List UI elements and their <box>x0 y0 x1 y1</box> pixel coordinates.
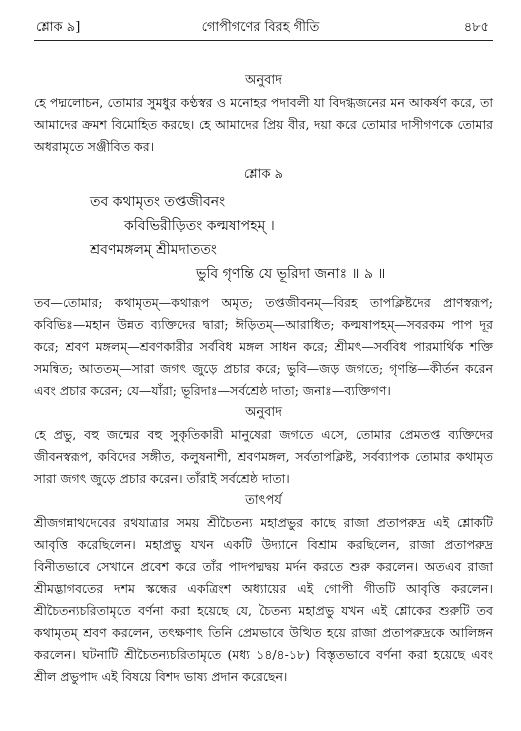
verse-line: শ্রবণমঙ্গলম্ শ্রীমদাততং <box>90 242 217 258</box>
translation-top-heading: অনুবাদ <box>245 73 282 88</box>
header-verse-ref: শ্লোক ৯] <box>36 20 81 35</box>
translation-heading: অনুবাদ <box>245 405 282 420</box>
verse-block <box>34 190 493 286</box>
page-content <box>34 70 493 688</box>
header-chapter-title: গোপীগণের বিরহ গীতি <box>201 20 320 35</box>
verse-line: ভুবি গৃণন্তি যে ভূরিদা জনাঃ ॥ ৯ ॥ <box>196 266 386 282</box>
purport-text: শ্রীজগন্নাথদেবের রথযাত্রার সময় শ্রীচৈতন্য মহাপ্রভুর কাছে রাজা প্রতাপরুদ্র এই শ্লোকটি আবৃত্তি করেছিলেন। মহাপ্রভু যখন একটি উদ্যানে বিশ্রাম করছিলেন, রাজা প্রতাপরুদ্র বিনীতভাবে সেখানে প্রবেশ করে তাঁর পাদপদ্মদ্বয় মর্দন করতে শুরু করলেন। অতএব রাজা শ্রীমদ্ভাগবতের দশম স্কন্ধের একত্রিংশ অধ্যায়ের এই গোপী গীতটি আবৃত্তি করলেন। শ্রীচৈতন্যচরিতামৃতে বর্ণনা করা হয়েছে যে, চৈতন্য মহাপ্রভু যখন এই শ্লোকের শুরুটি তব কথামৃতম্ শ্রবণ করলেন, তৎক্ষণাৎ তিনি প্রেমভাবে উত্থিত হয়ে রাজা প্রতাপরুদ্রকে আলিঙ্গন করলেন। ঘটনাটি শ্রীচৈতন্যচরিতামৃতে (মধ্য ১৪/৪-১৮) বিস্তৃতভাবে বর্ণনা করা হয়েছে এবং শ্রীল প্রভুপাদ এই বিষয়ে বিশদ ভাষ্য প্রদান করেছেন। <box>34 515 493 684</box>
translation-text: হে প্রভু, বহু জন্মের বহু সুকৃতিকারী মানুষেরা জগতে এসে, তোমার প্রেমতপ্ত ব্যক্তিদের জীবনস্বরূপ, কবিদের সঙ্গীত, কলুষনাশী, শ্রবণমঙ্গল, সর্বতাপক্লিষ্ট, সর্বব্যাপক তোমার কথামৃত সারা জগৎ জুড়ে প্রচার করেন। তাঁরাই সর্বশ্রেষ্ঠ দাতা। <box>34 427 493 486</box>
header-rule <box>34 40 493 41</box>
page-header <box>0 18 521 40</box>
verse-line: কবিভিরীড়িতং কল্মষাপহম্ । <box>124 218 275 234</box>
verse-line: তব কথামৃতং তপ্তজীবনং <box>90 194 226 210</box>
word-meanings: তব—তোমার; কথামৃতম্—কথারূপ অমৃত; তপ্তজীবনম্—বিরহ তাপক্লিষ্টদের প্রাণস্বরূপ; কবিভিঃ—মহান উন্নত ব্যক্তিদের দ্বারা; ঈড়িতম্—আরাধিত; কল্মষাপহম্—সবরকম পাপ দূর করে; শ্রবণ মঙ্গলম্—শ্রবণকারীর সর্ববিধ মঙ্গল সাধন করে; শ্রীমৎ—সর্ববিধ পারমার্থিক শক্তি সমন্বিত; আততম্—সারা জগৎ জুড়ে প্রচার করে; ভুবি—জড় জগতে; গৃণন্তি—কীর্তন করেন এবং প্রচার করেন; যে—যাঁরা; ভূরিদাঃ—সর্বশ্রেষ্ঠ দাতা; জনাঃ—ব্যক্তিগণ। <box>34 295 493 398</box>
verse-label: শ্লোক ৯ <box>243 167 284 182</box>
translation-top-text: হে পদ্মলোচন, তোমার সুমধুর কণ্ঠস্বর ও মনোহর পদাবলী যা বিদগ্ধজনের মন আকর্ষণ করে, তা আমাদের ক্রমশ বিমোহিত করছে। হে আমাদের প্রিয় বীর, দয়া করে তোমার দাসীগণকে তোমার অধরামৃতে সঞ্জীবিত কর। <box>34 95 493 154</box>
purport-heading: তাৎপর্য <box>245 493 282 508</box>
header-page-number: ৪৮৫ <box>463 20 489 35</box>
